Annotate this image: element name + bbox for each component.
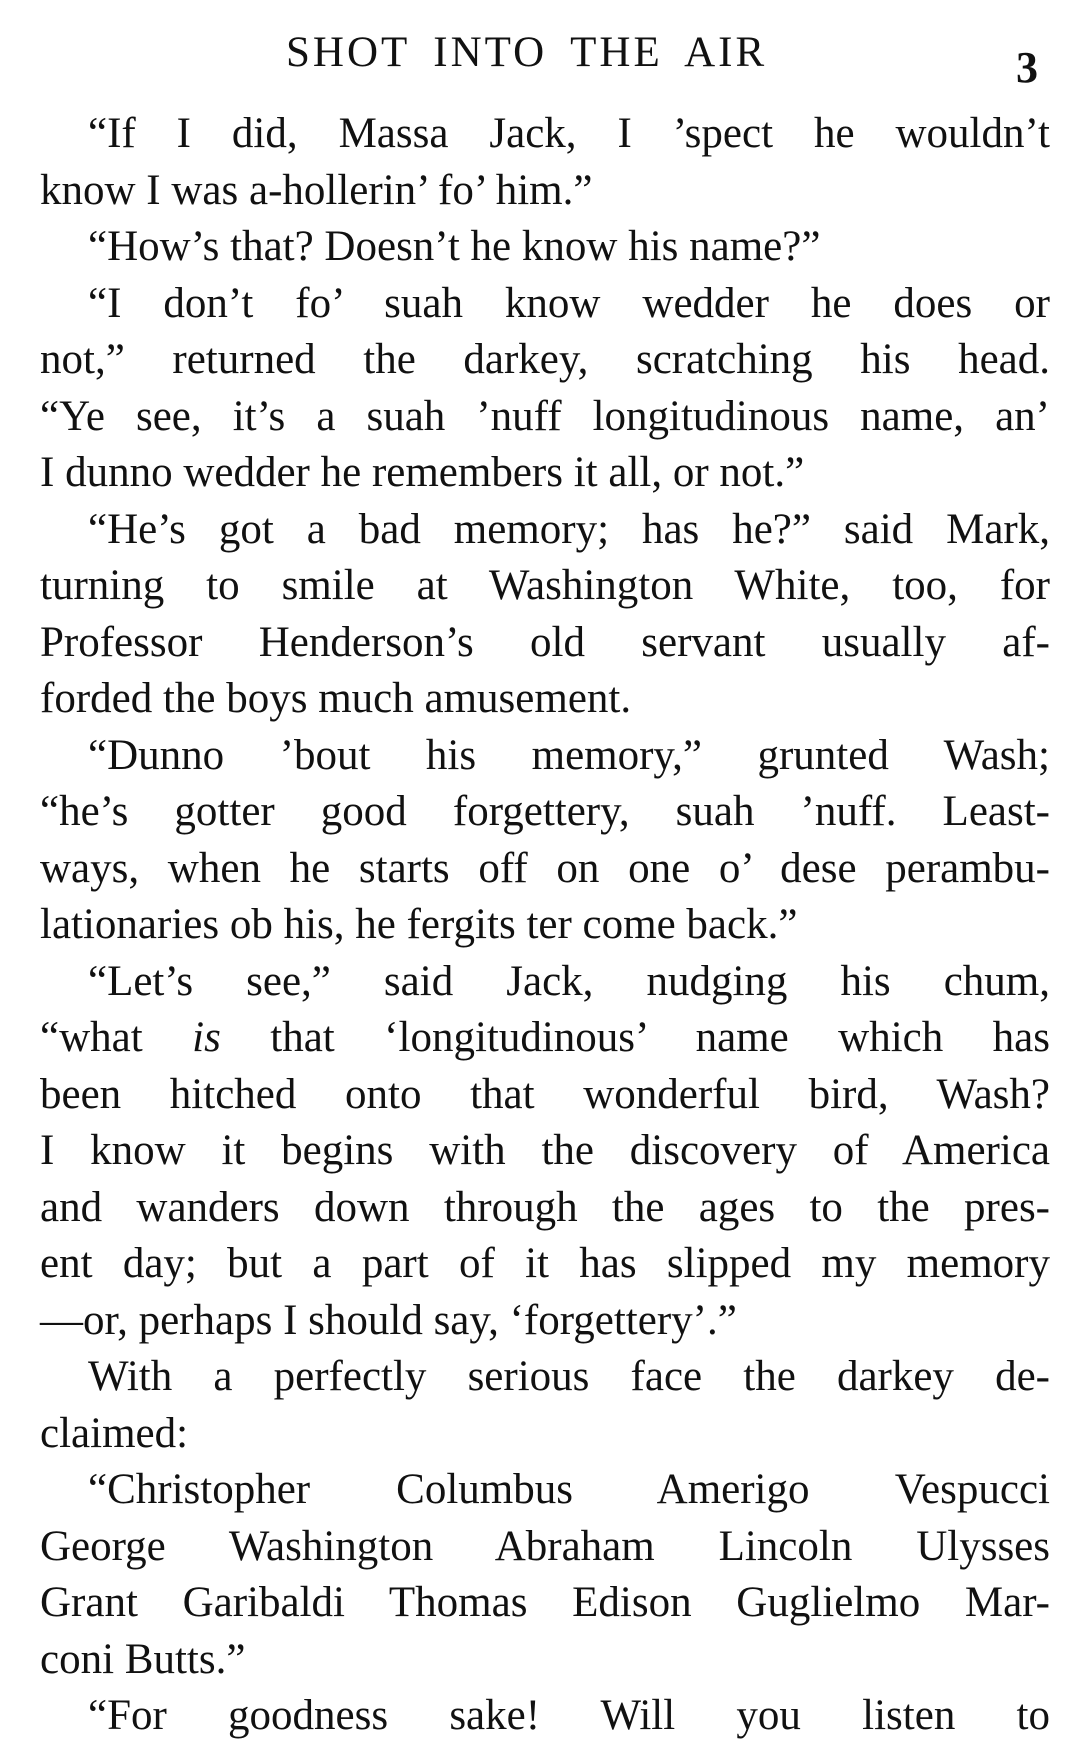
text-line: George Washington Abraham Lincoln Ulysses [40, 1522, 1050, 1570]
text-line-end: that ‘longitudinous’ name which has [220, 1014, 1050, 1061]
text-line: “he’s gotter good forgettery, suah ’nuff. Least- [40, 788, 1050, 835]
body-text [40, 106, 1050, 1745]
text-line: “He’s got a bad memory; has he?” said Mark, [88, 505, 1050, 553]
running-head [0, 22, 1076, 92]
text-line: I dunno wedder he remembers it all, or not.” [40, 449, 805, 496]
text-line: forded the boys much amusement. [40, 675, 632, 722]
text-line: know I was a-hollerin’ fo’ him.” [40, 166, 593, 214]
page-number: 3 [1016, 43, 1038, 92]
running-title: SHOT INTO THE AIR [286, 29, 768, 76]
text-line: “How’s that? Doesn’t he know his name?” [88, 223, 821, 270]
text-line: lationaries ob his, he fergits ter come back.” [40, 901, 798, 948]
text-line: “Let’s see,” said Jack, nudging his chum, [88, 957, 1050, 1005]
text-line: ent day; but a part of it has slipped my memory [40, 1240, 1050, 1287]
text-line: coni Butts.” [40, 1635, 246, 1683]
text-line: “Ye see, it’s a suah ’nuff longitudinous name, an’ [40, 392, 1050, 440]
text-line: been hitched onto that wonderful bird, Wash? [40, 1070, 1050, 1118]
text-line: —or, perhaps I should say, ‘forgettery’.” [40, 1296, 737, 1344]
text-line: “Christopher Columbus Amerigo Vespucci [88, 1466, 1050, 1513]
text-line: Grant Garibaldi Thomas Edison Guglielmo Mar- [40, 1579, 1050, 1626]
text-line: not,” returned the darkey, scratching his head. [40, 336, 1050, 383]
text-line: turning to smile at Washington White, too, for [40, 562, 1050, 609]
text-line: I know it begins with the discovery of America [40, 1127, 1050, 1174]
text-line: With a perfectly serious face the darkey de- [88, 1353, 1050, 1400]
text-line: “For goodness sake! Will you listen to [88, 1692, 1050, 1739]
text-line [40, 1010, 1050, 1067]
emphasized-word: is [192, 1014, 221, 1061]
text-line-start: “what [40, 1014, 193, 1061]
text-line: “I don’t fo’ suah know wedder he does or [88, 279, 1050, 327]
text-line: claimed: [40, 1409, 189, 1457]
text-line: “Dunno ’bout his memory,” grunted Wash; [88, 731, 1050, 779]
text-line: Professor Henderson’s old servant usually af- [40, 618, 1050, 666]
text-line: and wanders down through the ages to the pres- [40, 1183, 1050, 1231]
text-line: ways, when he starts off on one o’ dese perambu- [40, 844, 1050, 892]
text-line: “If I did, Massa Jack, I ’spect he wouldn’t [88, 110, 1050, 157]
